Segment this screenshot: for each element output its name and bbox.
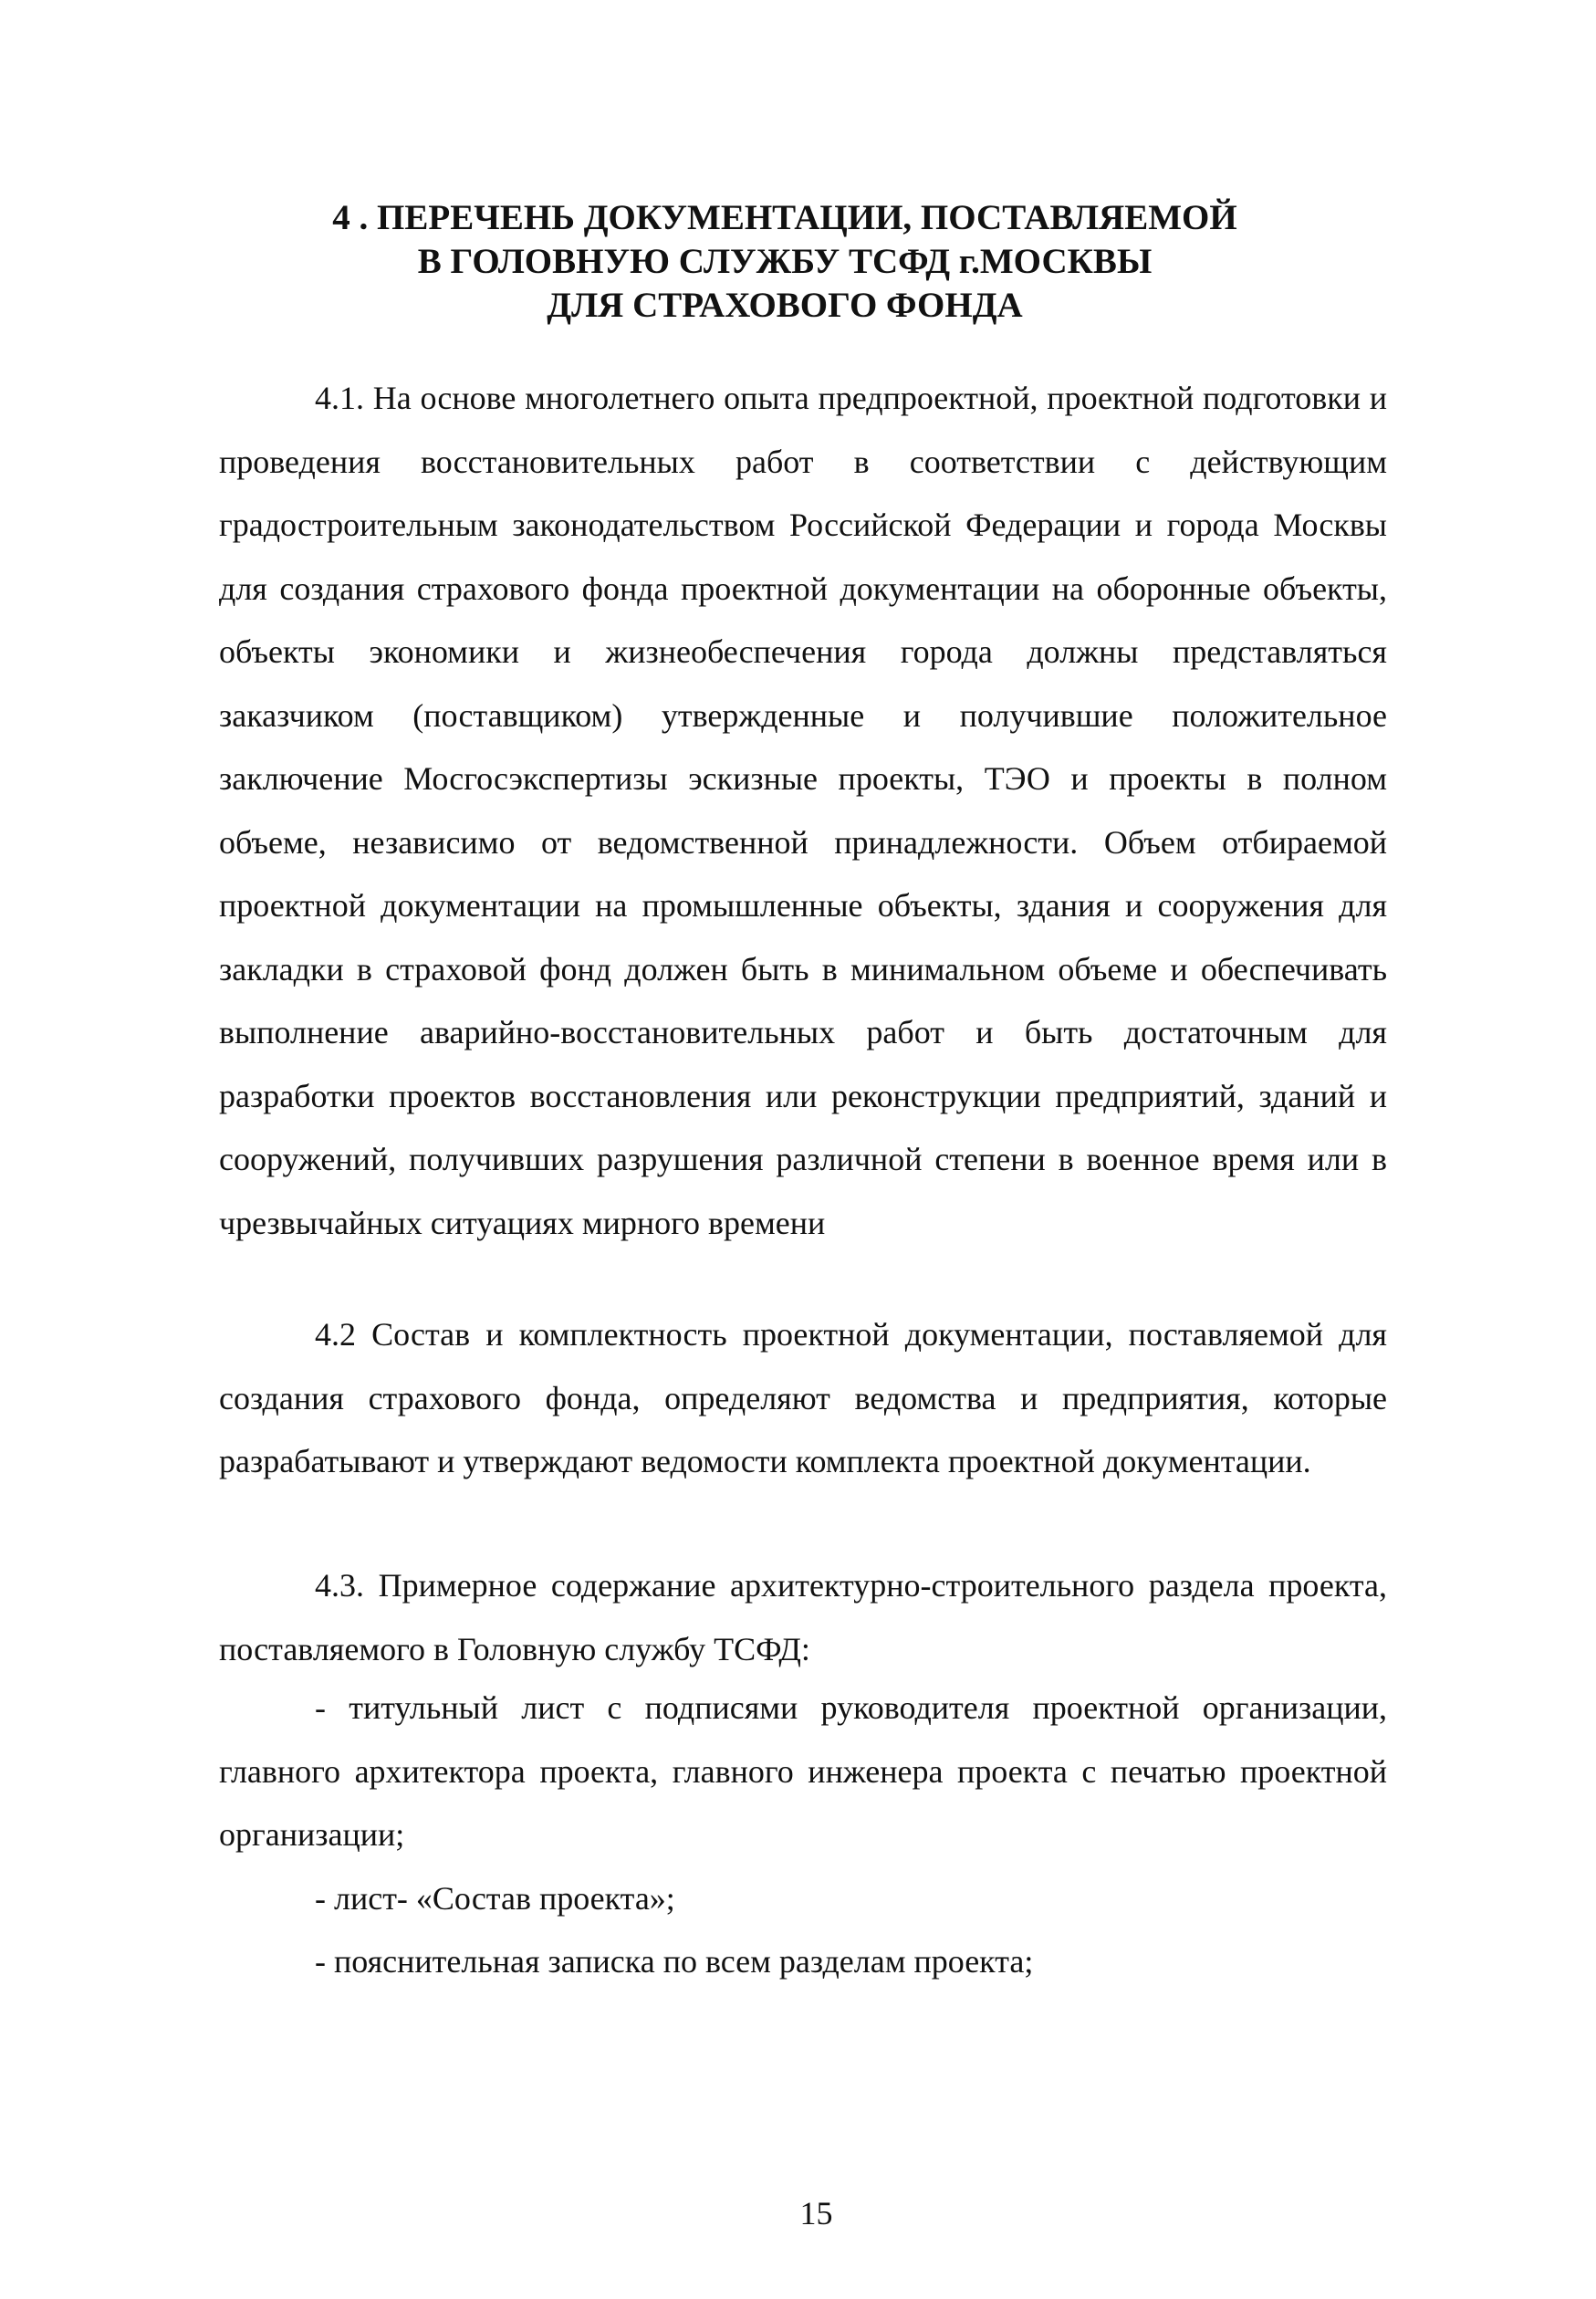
paragraph-4-1: 4.1. На основе многолетнего опыта предпроектной, проектной подготовки и проведения восстановительных работ в соответствии с действующим градостроительным законодательством Российской Федерации и города Москвы для создания страхового фонда проектной документации на оборонные объекты, объекты экономики и жизнеобеспечения города должны представляться заказчиком (поставщиком) утвержденные и получившие положительное заключение Мосгосэкспертизы эскизные проекты, ТЭО и проекты в полном объеме, независимо от ведомственной принадлежности. Объем отбираемой проектной документации на промышленные объекты, здания и сооружения для закладки в страховой фонд должен быть в минимальном объеме и обеспечивать выполнение аварийно-восстановительных работ и быть достаточным для разработки проектов восстановления или реконструкции предприятий, зданий и сооружений, получивших разрушения различной степени в военное время или в чрезвычайных ситуациях мирного времени <box>219 380 1387 1241</box>
content-list <box>219 1677 1387 1994</box>
list-item: - титульный лист с подписями руководителя проектной организации, главного архитектора проекта, главного инженера проекта с печатью проектной организации; <box>219 1689 1387 1853</box>
paragraph-4-2-block <box>219 1303 1387 1494</box>
list-item: - пояснительная записка по всем разделам проекта; <box>315 1943 1034 1980</box>
page-number: 15 <box>799 2195 833 2231</box>
heading-line-1: 4 . ПЕРЕЧЕНЬ ДОКУМЕНТАЦИИ, ПОСТАВЛЯЕМОЙ <box>332 198 1237 237</box>
heading-line-3: ДЛЯ СТРАХОВОГО ФОНДА <box>547 286 1023 325</box>
paragraph-4-3-block <box>219 1554 1387 1681</box>
paragraph-4-1-block <box>219 367 1387 1255</box>
heading-line-2: В ГОЛОВНУЮ СЛУЖБУ ТСФД г.МОСКВЫ <box>417 242 1153 281</box>
list-item: - лист- «Состав проекта»; <box>315 1879 675 1917</box>
section-heading <box>219 196 1351 328</box>
paragraph-4-3: 4.3. Примерное содержание архитектурно-строительного раздела проекта, поставляемого в Головную службу ТСФД: <box>219 1567 1387 1667</box>
paragraph-4-2: 4.2 Состав и комплектность проектной документации, поставляемой для создания страхового фонда, определяют ведомства и предприятия, которые разрабатывают и утверждают ведомости комплекта проектной документации. <box>219 1316 1387 1479</box>
